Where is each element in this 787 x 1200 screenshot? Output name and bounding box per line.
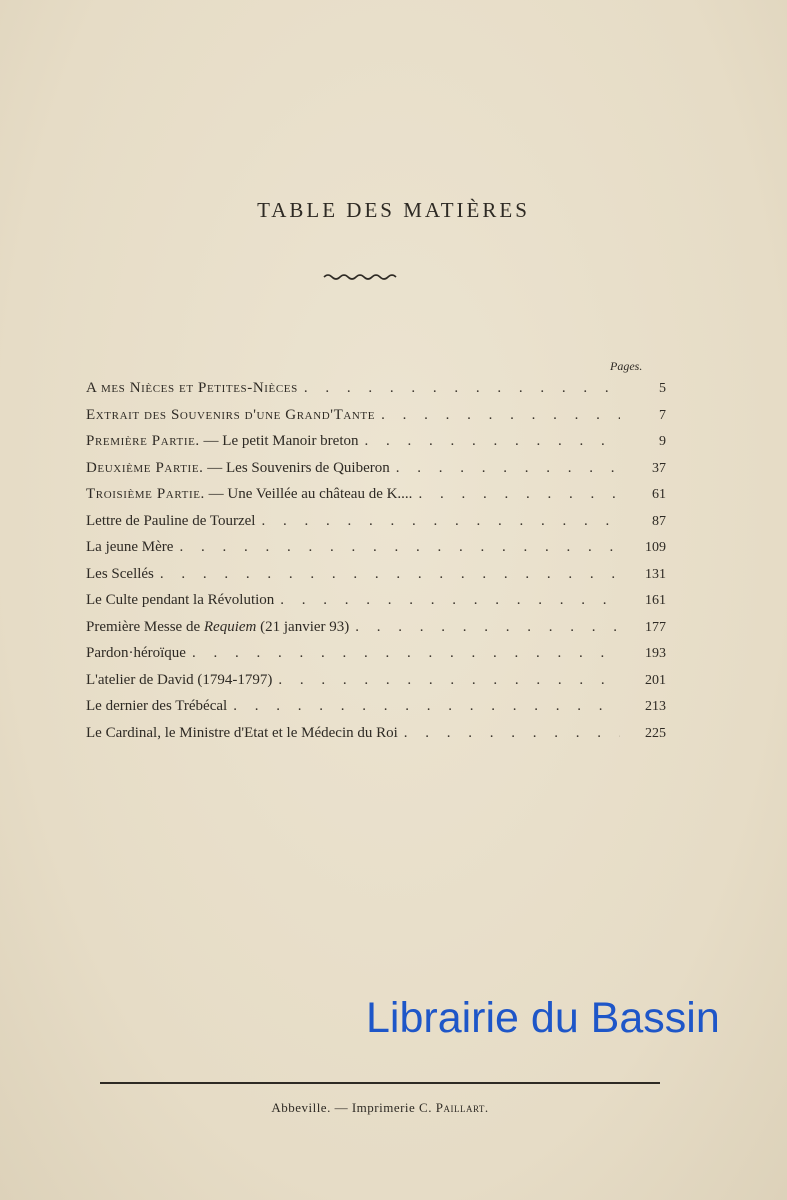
toc-entry [86, 698, 666, 725]
toc-entry-title: — Les Souvenirs de Quiberon [203, 459, 390, 476]
leader-dots [278, 672, 620, 689]
imprint-prefix: Abbeville. — Imprimerie C. [271, 1100, 436, 1115]
pages-column-header: Pages. [610, 359, 643, 373]
toc-entry-label: Extrait des Souvenirs d'une Grand'Tante [86, 406, 376, 423]
toc-entry-label: La jeune Mère [86, 539, 174, 555]
toc-entry-label: Le Cardinal, le Ministre d'Etat et le Médecin du Roi [86, 724, 398, 741]
leader-dots [404, 725, 620, 742]
toc-entry [86, 460, 666, 487]
toc-page-number: 9 [659, 434, 666, 449]
leader-dots [280, 592, 620, 609]
toc-page-number: 131 [645, 566, 666, 582]
leader-dots [396, 460, 620, 477]
table-of-contents [86, 380, 666, 751]
toc-page-number: 87 [652, 513, 666, 529]
toc-entry-label: A mes Nièces et Petites-Nièces [86, 380, 298, 396]
toc-page-number: 5 [659, 381, 666, 396]
toc-page-number: 61 [652, 487, 666, 502]
toc-page-number: 161 [645, 593, 666, 608]
leader-dots [233, 698, 620, 715]
leader-dots [160, 566, 620, 583]
toc-page-number: 37 [652, 460, 666, 476]
watermark-text: Librairie du Bassin [366, 994, 720, 1042]
toc-entry-suffix: (21 janvier 93) [256, 618, 350, 635]
page-title: TABLE DES MATIÈRES [257, 198, 530, 222]
toc-entry [86, 645, 666, 672]
toc-entry-label: Le Culte pendant la Révolution [86, 592, 275, 608]
leader-dots [304, 380, 620, 397]
toc-entry [86, 433, 666, 460]
imprint-printer-name: Paillart. [435, 1100, 489, 1115]
leader-dots [179, 539, 620, 556]
toc-entry-label [86, 433, 359, 450]
toc-entry [86, 619, 666, 646]
toc-entry [86, 725, 666, 752]
toc-page-number: 109 [645, 540, 666, 555]
leader-dots [381, 407, 620, 424]
toc-entry-title: — Une Veillée au château de K.... [204, 486, 413, 502]
toc-entry-label [86, 486, 412, 503]
toc-page-number: 225 [645, 725, 666, 741]
toc-entry [86, 592, 666, 619]
footer-rule [100, 1082, 660, 1084]
leader-dots [418, 486, 620, 503]
toc-page-number: 193 [645, 646, 666, 661]
toc-entry-label: Lettre de Pauline de Tourzel [86, 512, 256, 529]
printer-imprint [0, 1100, 760, 1116]
toc-page-number: 177 [645, 619, 666, 635]
leader-dots [355, 619, 620, 636]
toc-entry-title: Première Messe de [86, 618, 204, 635]
toc-entry-label: Les Scellés [86, 565, 154, 582]
toc-page-number: 201 [645, 672, 666, 688]
toc-entry-italic: Requiem [203, 618, 257, 635]
toc-entry-label [86, 460, 390, 477]
toc-entry-label [86, 619, 349, 636]
toc-entry [86, 539, 666, 566]
toc-entry [86, 486, 666, 513]
leader-dots [192, 645, 620, 662]
toc-page-number: 7 [659, 407, 666, 423]
toc-part-label: Deuxième Partie. [86, 459, 204, 476]
toc-entry [86, 566, 666, 593]
toc-entry-title: — Le petit Manoir breton [199, 433, 359, 449]
toc-entry-label: Le dernier des Trébécal [86, 698, 228, 714]
toc-entry [86, 513, 666, 540]
toc-page-number: 213 [645, 699, 666, 714]
toc-part-label: Première Partie. [86, 433, 200, 449]
ornament-divider [322, 270, 402, 282]
toc-entry [86, 407, 666, 434]
toc-entry [86, 380, 666, 407]
toc-entry-label: Pardon·héroïque [86, 645, 186, 661]
leader-dots [365, 433, 620, 450]
leader-dots [261, 513, 620, 530]
toc-part-label: Troisième Partie. [86, 486, 205, 502]
toc-entry [86, 672, 666, 699]
toc-entry-label: L'atelier de David (1794-1797) [86, 671, 273, 688]
